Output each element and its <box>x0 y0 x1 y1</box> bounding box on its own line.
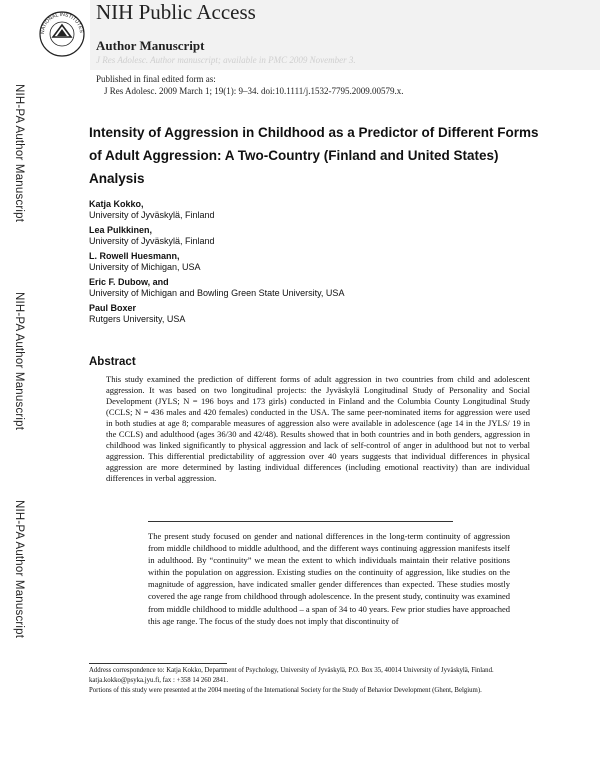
side-label-1: NIH-PA Author Manuscript <box>13 84 25 223</box>
author-name: Katja Kokko, <box>89 199 144 209</box>
author-affiliation: University of Michigan, USA <box>89 262 201 272</box>
author-affiliation: University of Michigan and Bowling Green State University, USA <box>89 288 345 298</box>
published-note: Published in final edited form as: <box>96 74 216 84</box>
author-entry <box>89 225 344 247</box>
author-name: Paul Boxer <box>89 303 137 313</box>
author-list <box>89 199 344 329</box>
nih-logo <box>38 4 86 66</box>
author-name: L. Rowell Huesmann, <box>89 251 180 261</box>
author-manuscript-label: Author Manuscript <box>96 38 205 53</box>
section-divider <box>148 521 453 522</box>
side-label-3: NIH-PA Author Manuscript <box>13 500 25 639</box>
body-paragraph: The present study focused on gender and national differences in the long-term continuity of aggression from middle childhood to middle adulthood, and the different ways continuing aggression manifests itself in adulthood. By “continuity” we mean the extent to which individuals maintain their relative positions within the population on aggression. Existing studies on the continuity of aggression, like studies on the magnitude of aggression, have indicated smaller gender differences than expected. These studies mostly covered the age range from childhood through adolescence. In the present study, continuity was examined from middle childhood to middle adulthood – a span of 34 to 40 years. Few prior studies have approached this age range. The focus of the study does not imply that discontinuity of <box>148 531 510 626</box>
author-entry <box>89 199 344 221</box>
logo-text: NATIONAL INSTITUTES <box>39 11 85 35</box>
author-affiliation: University of Jyväskylä, Finland <box>89 236 215 246</box>
footnote-divider <box>89 663 227 664</box>
author-affiliation: University of Jyväskylä, Finland <box>89 210 215 220</box>
author-entry <box>89 277 344 299</box>
nih-public-access-title: NIH Public Access <box>96 0 256 24</box>
author-name: Lea Pulkkinen, <box>89 225 153 235</box>
article-title: Intensity of Aggression in Childhood as a Predictor of Different Forms of Adult Aggression: A Two-Country (Finland and United States) Analysis <box>89 125 539 186</box>
citation-line: J Res Adolesc. 2009 March 1; 19(1): 9–34. doi:10.1111/j.1532-7795.2009.00579.x. <box>104 86 404 96</box>
side-label-2: NIH-PA Author Manuscript <box>13 292 25 431</box>
footnotes <box>89 666 529 695</box>
journal-availability-line: J Res Adolesc. Author manuscript; available in PMC 2009 November 3. <box>96 55 356 65</box>
footnote-portions: Portions of this study were presented at the 2004 meeting of the International Society for the Study of Behavior Development (Ghent, Belgium). <box>89 686 482 694</box>
author-name: Eric F. Dubow, and <box>89 277 169 287</box>
author-affiliation: Rutgers University, USA <box>89 314 186 324</box>
footnote-correspondence: Address correspondence to: Katja Kokko, Department of Psychology, University of Jyväskylä, P.O. Box 35, 40014 University of Jyväskylä, Finland. katja.kokko@psyka.jyu.fi, fax : +358 14 260 2841. <box>89 667 494 684</box>
author-entry <box>89 303 344 325</box>
author-entry <box>89 251 344 273</box>
abstract-heading: Abstract <box>89 356 136 368</box>
abstract-text: This study examined the prediction of different forms of adult aggression in two countries from child and adolescent aggression. It was based on two longitudinal projects: the Jyväskylä Longitudinal Study of Personality and Social Development (JYLS; N = 196 boys and 173 girls) conducted in Finland and the Columbia County Longitudinal Study (CCLS; N = 436 males and 420 females) conducted in the USA. The same peer-nominated items for aggression were used in both studies at age 8; comparable measures of aggression also were available in adolescence (age 14 in the JYLS/ 19 in the CCLS) and adulthood (ages 36/30 and 42/48). Results showed that in both countries and in both genders, aggression in childhood was linked significantly to physical aggression and lack of self-control of anger in adulthood but not to verbal aggression. This differential predictability of aggression over 40 years suggests that individual differences in physical aggression are more determined by lasting individual differences (including emotional reactivity) than are individual differences in verbal aggression. <box>106 374 530 483</box>
